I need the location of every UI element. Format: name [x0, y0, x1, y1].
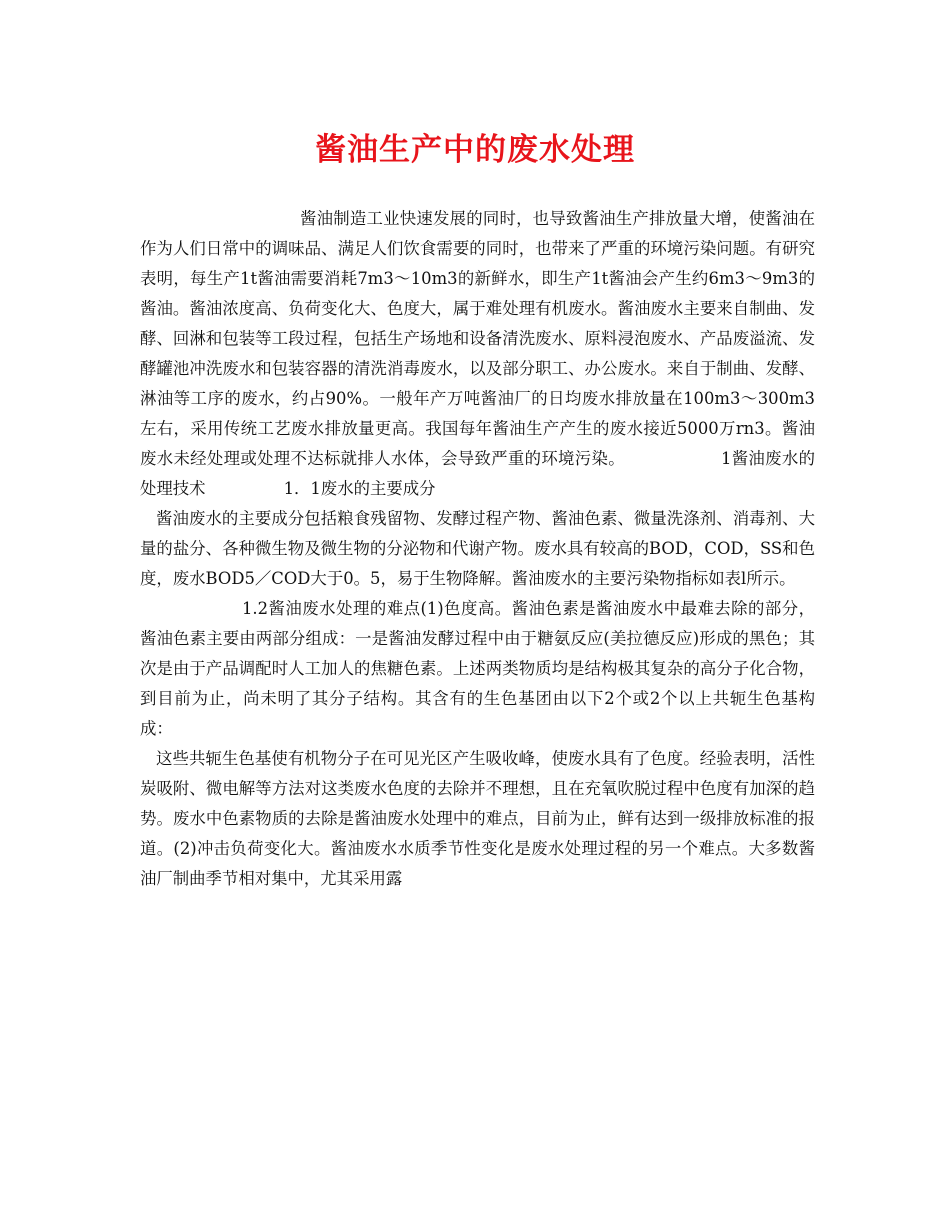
- section-heading-1: 1酱油废水的处理技术: [140, 449, 815, 498]
- subsection-heading-1-1: 1．1废水的主要成分: [283, 479, 436, 498]
- document-title: 酱油生产中的废水处理: [315, 132, 635, 168]
- paragraph-chromophores: 这些共轭生色基使有机物分子在可见光区产生吸收峰，使废水具有了色度。经验表明，活性炭吸附、微电解等方法对这类废水色度的去除并不理想，且在充氧吹脱过程中色度有加深的趋势。废水中色素物质的去除是酱油废水处理中的难点，目前为止，鲜有达到一级排放标准的报道。(2)冲击负荷变化大。酱油废水水质季节性变化是废水处理过程的另一个难点。大多数酱油厂制曲季节相对集中，尤其采用露: [140, 749, 815, 888]
- paragraph-composition: 酱油废水的主要成分包括粮食残留物、发酵过程产物、酱油色素、微量洗涤剂、消毒剂、大量的盐分、各种微生物及微生物的分泌物和代谢产物。废水具有较高的BOD，COD，SS和色度，废水BOD5／COD大于0。5，易于生物降解。酱油废水的主要污染物指标如表l所示。: [140, 509, 815, 588]
- paragraph-intro: [140, 204, 815, 504]
- paragraph-difficulties: 1.2酱油废水处理的难点(1)色度高。酱油色素是酱油废水中最难去除的部分，酱油色素主要由两部分组成：一是酱油发酵过程中由于糖氨反应(美拉德反应)形成的黑色；其次是由于产品调配时人工加人的焦糖色素。上述两类物质均是结构极其复杂的高分子化合物，到目前为止，尚未明了其分子结构。其含有的生色基团由以下2个或2个以上共轭生色基构成：: [140, 599, 815, 738]
- paragraph-intro-text: 酱油制造工业快速发展的同时，也导致酱油生产排放量大增，使酱油在作为人们日常中的调味品、满足人们饮食需要的同时，也带来了严重的环境污染问题。有研究表明，每生产1t酱油需要消耗7m3～10m3的新鲜水，即生产1t酱油会产生约6m3～9m3的酱油。酱油浓度高、负荷变化大、色度大，属于难处理有机废水。酱油废水主要来自制曲、发酵、回淋和包装等工段过程，包括生产场地和设备清洗废水、原料浸泡废水、产品废溢流、发酵罐池冲洗废水和包装容器的清洗消毒废水，以及部分职工、办公废水。来自于制曲、发酵、淋油等工序的废水，约占90%。一般年产万吨酱油厂的日均废水排放量在100m3～300m3左右，采用传统工艺废水排放量更高。我国每年酱油生产产生的废水接近5000万rn3。酱油废水未经处理或处理不达标就排人水体，会导致严重的环境污染。: [140, 209, 815, 468]
- document-body: [140, 204, 815, 894]
